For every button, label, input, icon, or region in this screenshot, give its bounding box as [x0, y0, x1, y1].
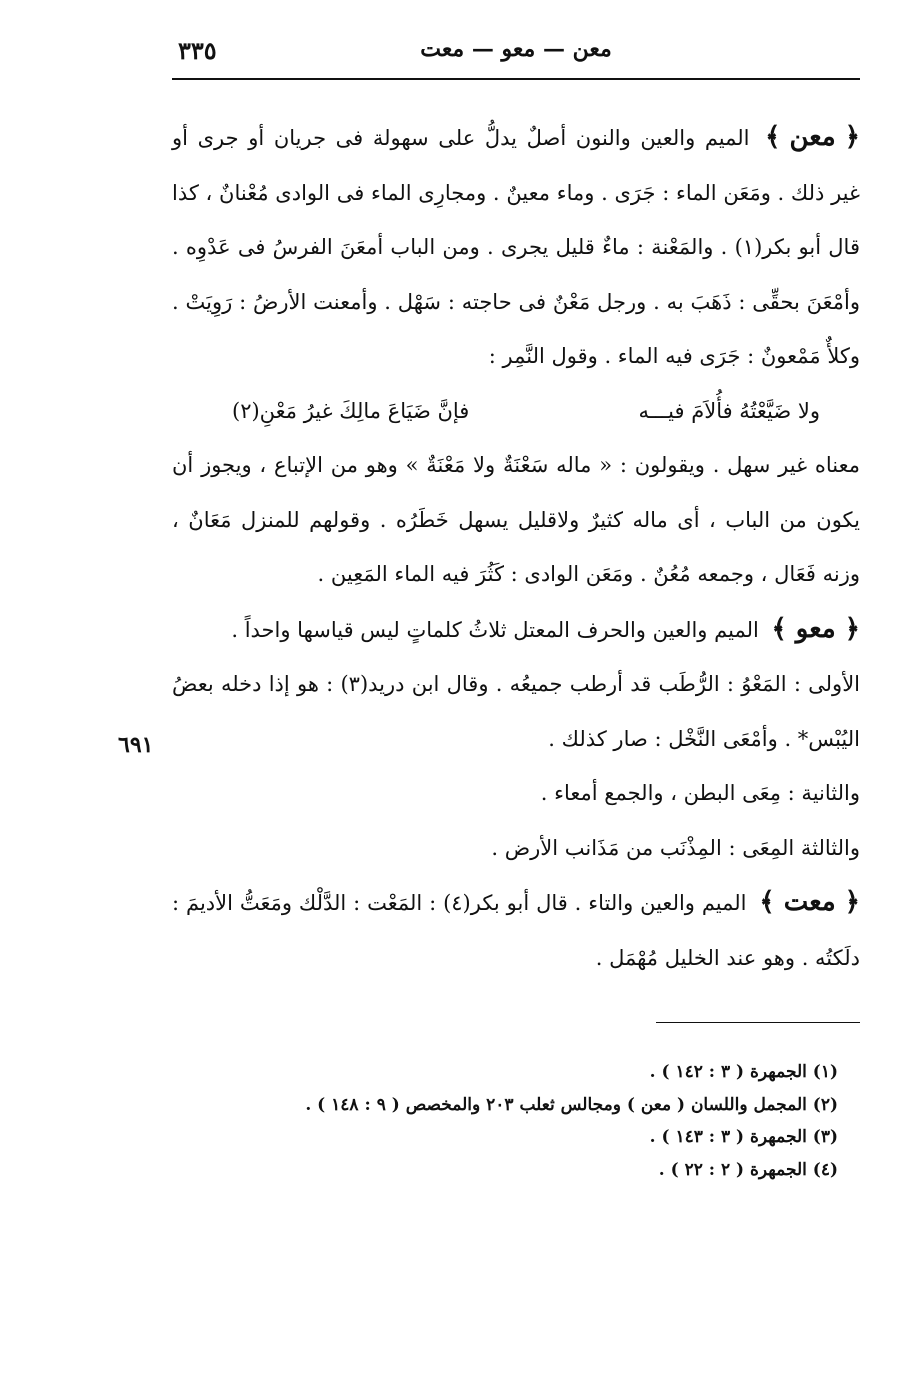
header-rule [172, 78, 860, 80]
entry-maaw-text: الميم والعين والحرف المعتل ثلاثُ كلماتٍ ليس قياسها واحداً . [231, 617, 759, 642]
footnote-4: (٤) الجمهرة ( ٢ : ٢٢ ) . [658, 1159, 838, 1180]
headword-maan: ﴿ معن ﴾ [765, 122, 860, 152]
verse-first-hemistich: ولا ضَيَّعْتُهُ فأُلاَمَ فيـــه [638, 398, 820, 423]
entry-maat-text: الميم والعين والتاء . قال أبو بكر(٤) : المَعْت : الدَّلْك ومَعَتُّ الأديمَ : دلَكتُه . وهو عند الخليل مُهْمَل . [172, 891, 860, 970]
entry-maaw-third: والثالثة المِعَى : المِذْنَب من مَذَانب الأرض . [491, 835, 860, 860]
entry-maaw-second: والثانية : مِعَى البطن ، والجمع أمعاء . [540, 781, 860, 805]
verse-second-hemistich: فإنَّ ضَيَاعَ مالِكَ غيرُ مَعْنِ(٢) [232, 398, 470, 423]
margin-number: ٦٩١ [118, 732, 154, 758]
footnotes [172, 1056, 838, 1186]
verse-line [172, 384, 860, 439]
footnote-3: (٣) الجمهرة ( ٣ : ١٤٣ ) . [649, 1127, 838, 1147]
headword-maaw: ﴿ معو ﴾ [771, 613, 860, 644]
headword-maat: ﴿ معت ﴾ [759, 887, 860, 917]
footnote-rule [656, 1022, 860, 1023]
entry-maaw-first: الأولى : المَعْوُ : الرُّطَب قد أرطب جميعُه . وقال ابن دريد(٣) : هو إذا دخله بعضُ اليُبْس* . وأمْعَى النَّخْل : صار كذلك . [172, 672, 861, 751]
body-text [172, 110, 860, 985]
footnote-1: (١) الجمهرة ( ٣ : ١٤٢ ) . [649, 1062, 838, 1082]
page-number: ٣٣٥ [178, 36, 217, 65]
entry-maat [172, 875, 860, 985]
entry-maan-continuation: معناه غير سهل . ويقولون : « ماله سَعْنَةٌ ولا مَعْنَةٌ » وهو من الإتباع ، ويجوز أن يكون من الباب ، أى ماله كثيرٌ ولاقليل يسهل خَطَرُه . وقولهم للمنزل مَعَانٌ ، وزنه فَعَال ، وجمعه مُعُنٌ . ومَعَن الوادى : كَثُرَ فيه الماء المَعِين . [172, 453, 860, 586]
entry-maan [172, 110, 860, 384]
running-title: معن — معو — معت [420, 36, 612, 62]
entry-maaw [172, 602, 860, 658]
footnote-2: (٢) المجمل واللسان ( معن ) ومجالس ثعلب ٢٠٣ والمخصص ( ٩ : ١٤٨ ) . [305, 1094, 838, 1115]
entry-maan-text: الميم والعين والنون أصلٌ يدلُّ على سهولة فى جريان أو جرى أو غير ذلك . ومَعَن الماء : جَرَى . وماء معينٌ . ومجارِى الماء فى الوادى مُعْنانٌ ، كذا قال أبو بكر(١) . والمَعْنة : ماءٌ قليل يجرى . ومن الباب أمعَنَ الفرسُ فى عَدْوِه . وأمْعَنَ بحقِّى : ذَهَبَ به . ورجل مَعْنٌ فى حاجته : سَهْل . وأمعنت الأرضُ : رَوِيَتْ . وكلأٌ مَمْعونٌ : جَرَى فيه الماء . وقول النَّمِر : [172, 126, 860, 368]
page-header [172, 30, 860, 74]
